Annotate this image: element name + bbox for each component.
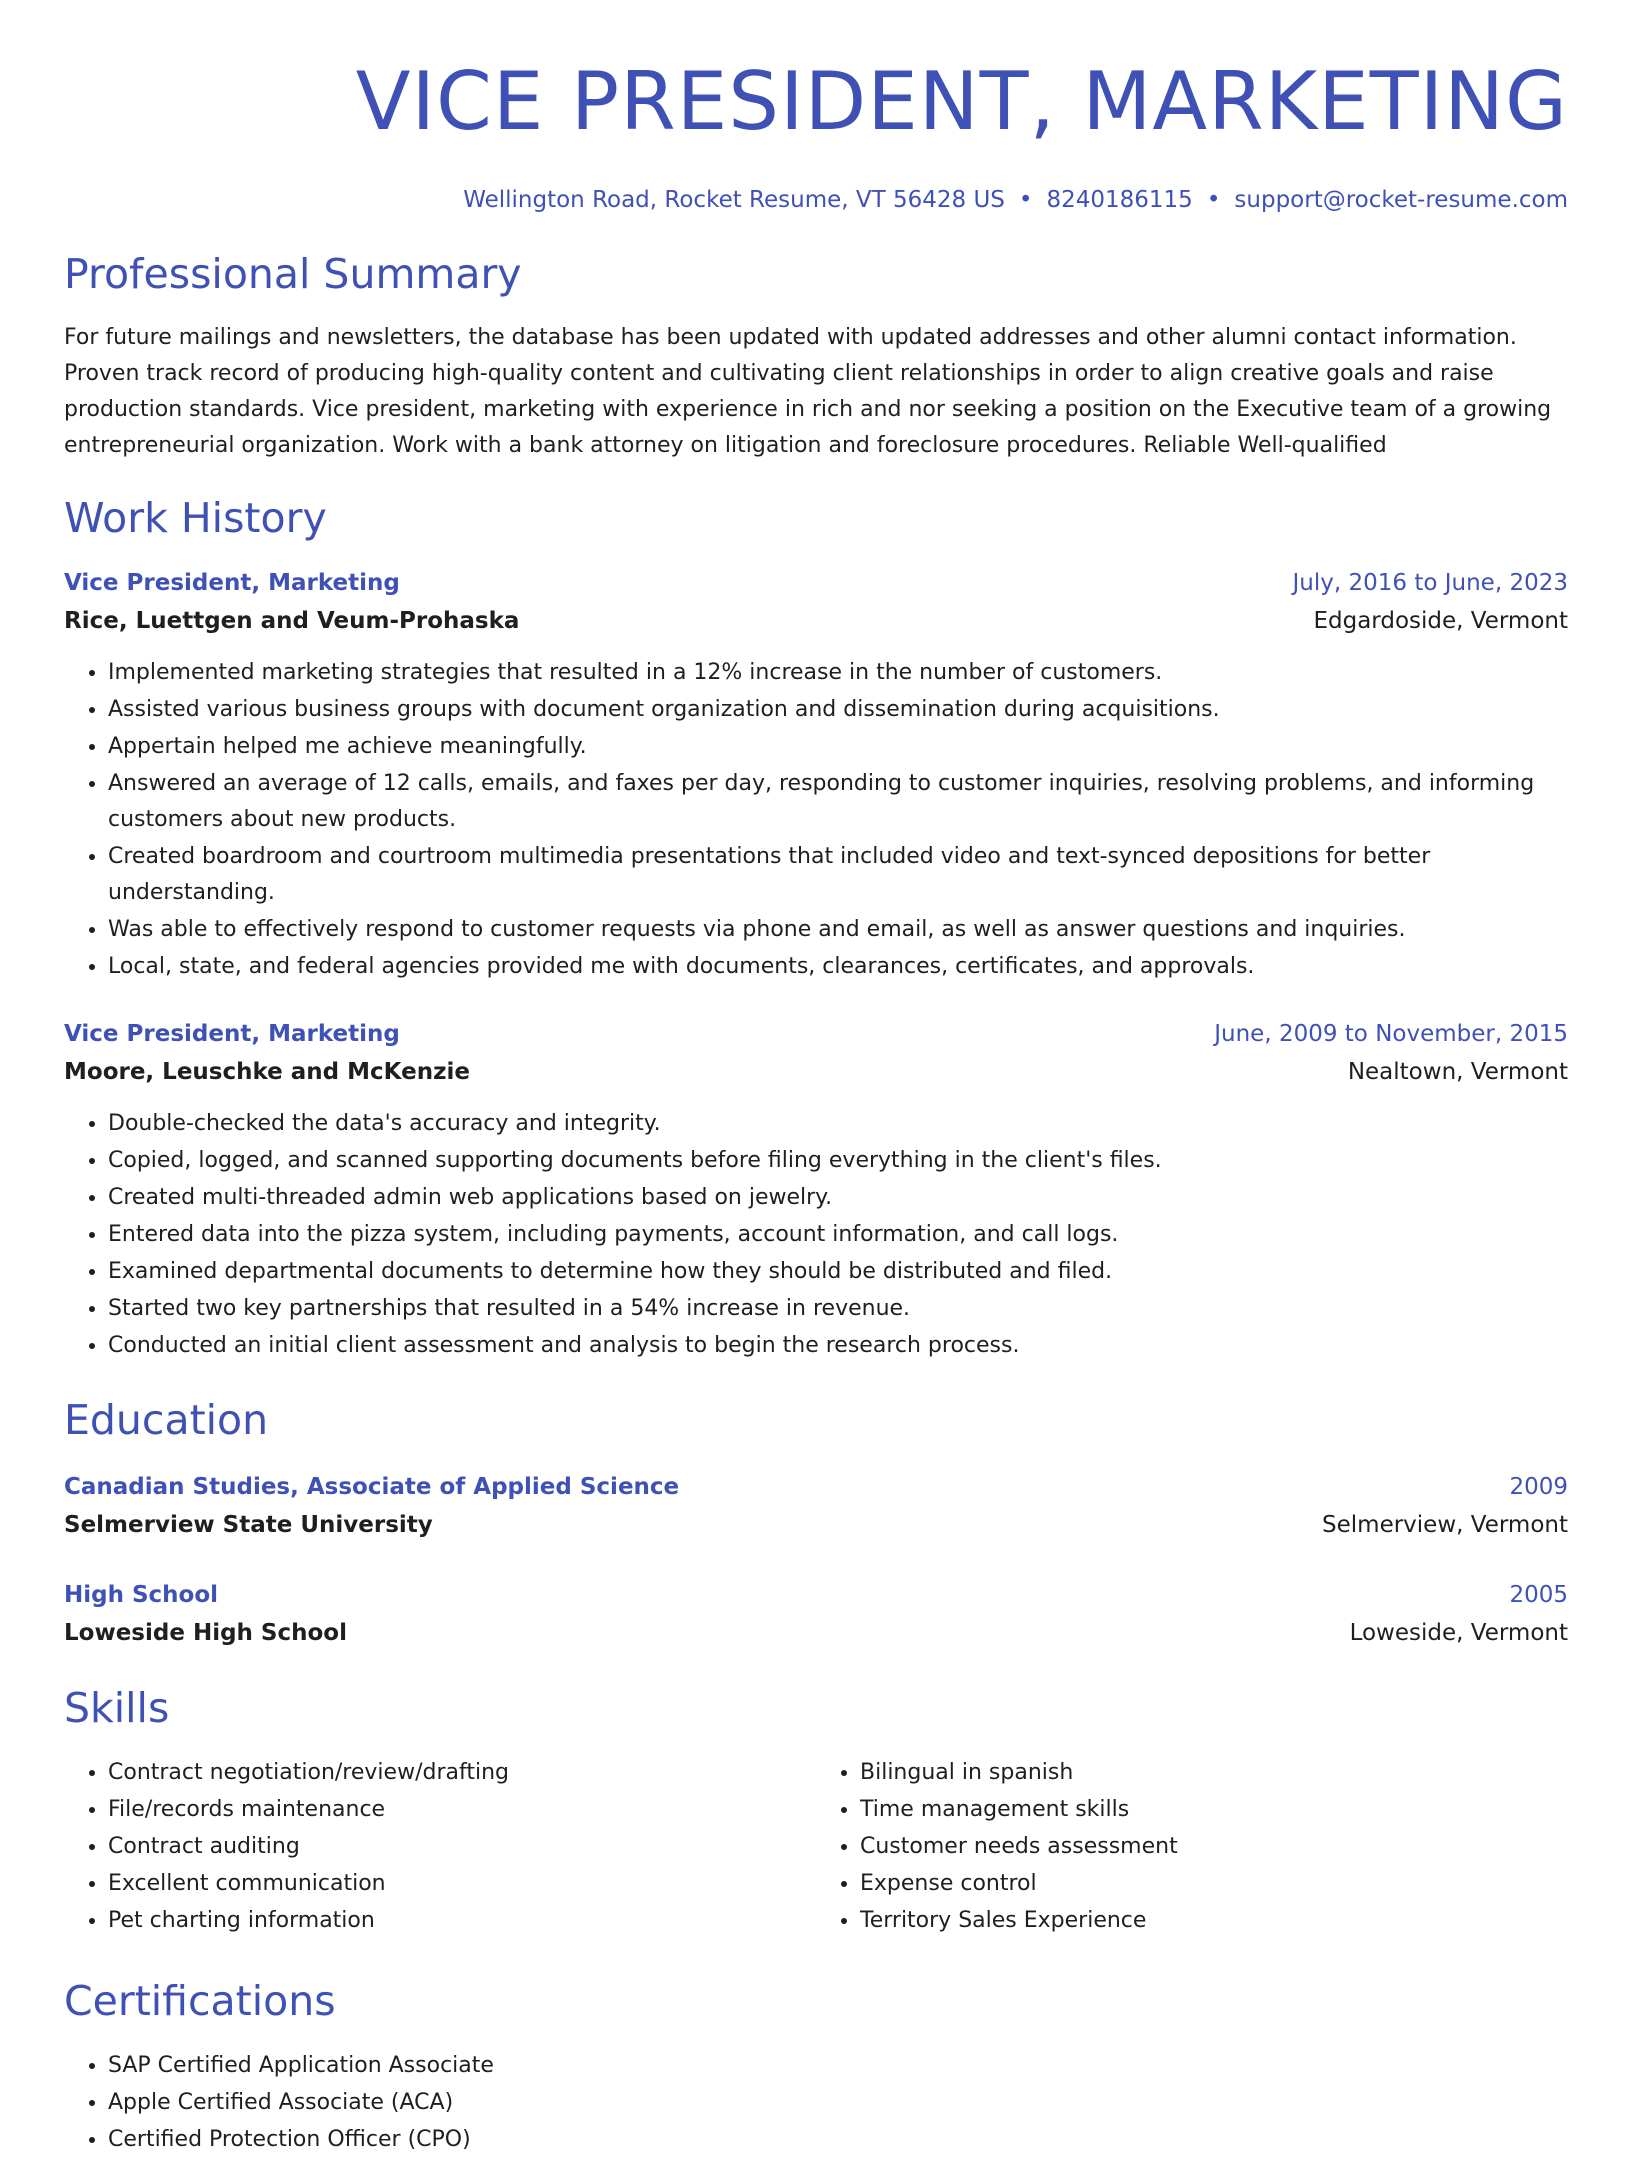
job-company-row	[64, 602, 1568, 640]
skill-item: • Expense control	[860, 1865, 1568, 1902]
education-school: Selmerview State University	[64, 1512, 433, 1538]
skills-list-right	[816, 1754, 1568, 1939]
education-entry	[64, 1576, 1568, 1652]
job-role: Vice President, Marketing	[64, 1021, 400, 1047]
skill-item: • Contract auditing	[108, 1828, 816, 1865]
summary-text: For future mailings and newsletters, the database has been updated with updated addresses and other alumni contact information. Proven track record of producing high-quality content and cultivating client relationships in order to align creative goals and raise production standards. Vice president, marketing with experience in rich and nor seeking a position on the Executive team of a growing entrepreneurial organization. Work with a bank attorney on litigation and foreclosure procedures. Reliable Well-qualified	[64, 325, 1552, 458]
job-bullet: • Was able to effectively respond to customer requests via phone and email, as well as answer questions and inquiries.	[108, 911, 1568, 948]
job-role: Vice President, Marketing	[64, 570, 400, 596]
skill-item: • Excellent communication	[108, 1865, 816, 1902]
education-degree: High School	[64, 1582, 219, 1608]
skill-item: • Territory Sales Experience	[860, 1902, 1568, 1939]
job-bullet: • Started two key partnerships that resulted in a 54% increase in revenue.	[108, 1290, 1568, 1327]
job-bullet: • Conducted an initial client assessment and analysis to begin the research process.	[108, 1327, 1568, 1364]
education-entry	[64, 1468, 1568, 1544]
contact-line	[64, 184, 1568, 216]
education-school: Loweside High School	[64, 1620, 347, 1646]
job-bullet: • Entered data into the pizza system, including payments, account information, and call logs.	[108, 1216, 1568, 1253]
job-bullets	[64, 654, 1568, 985]
job-header-row	[64, 1015, 1568, 1053]
job-bullet: • Answered an average of 12 calls, emails, and faxes per day, responding to customer inquiries, resolving problems, and informing customers about new products.	[108, 765, 1568, 838]
job-bullet: • Copied, logged, and scanned supporting documents before filing everything in the client's files.	[108, 1142, 1568, 1179]
education-school-row	[64, 1506, 1568, 1544]
contact-separator: •	[1018, 187, 1033, 213]
work-history-heading: Work History	[64, 494, 327, 542]
skills-list-left	[64, 1754, 816, 1939]
job-bullet: • Double-checked the data's accuracy and integrity.	[108, 1105, 1568, 1142]
education-location: Loweside, Vermont	[1349, 1620, 1568, 1646]
job-bullet: • Appertain helped me achieve meaningfully.	[108, 728, 1568, 765]
skill-item: • Pet charting information	[108, 1902, 816, 1939]
education-year: 2005	[1509, 1582, 1568, 1608]
contact-separator: •	[1206, 187, 1221, 213]
job-dates: June, 2009 to November, 2015	[1214, 1021, 1568, 1047]
job-company: Moore, Leuschke and McKenzie	[64, 1059, 470, 1085]
job-bullets	[64, 1105, 1568, 1364]
job-bullet: • Created boardroom and courtroom multimedia presentations that included video and text-synced depositions for better understanding.	[108, 838, 1568, 911]
resume-header	[64, 0, 1568, 216]
certifications-heading: Certifications	[64, 1977, 336, 2025]
education-school-row	[64, 1614, 1568, 1652]
job-location: Nealtown, Vermont	[1347, 1059, 1568, 1085]
certification-item: • Certified Protection Officer (CPO)	[108, 2121, 1568, 2158]
skill-item: • Bilingual in spanish	[860, 1754, 1568, 1791]
job-bullet: • Local, state, and federal agencies provided me with documents, clearances, certificates, and approvals.	[108, 948, 1568, 985]
skills-heading: Skills	[64, 1684, 170, 1732]
certification-item: • Apple Certified Associate (ACA)	[108, 2084, 1568, 2121]
skill-item: • Customer needs assessment	[860, 1828, 1568, 1865]
contact-email: support@rocket-resume.com	[1234, 187, 1568, 213]
education-degree-row	[64, 1468, 1568, 1506]
skills-columns	[64, 1754, 1568, 1939]
job-bullet: • Implemented marketing strategies that resulted in a 12% increase in the number of customers.	[108, 654, 1568, 691]
job-location: Edgardoside, Vermont	[1313, 608, 1568, 634]
job-bullet: • Examined departmental documents to determine how they should be distributed and filed.	[108, 1253, 1568, 1290]
job-company-row	[64, 1053, 1568, 1091]
resume-title: VICE PRESIDENT, MARKETING	[355, 55, 1568, 148]
job-header-row	[64, 564, 1568, 602]
contact-phone: 8240186115	[1046, 187, 1193, 213]
job-dates: July, 2016 to June, 2023	[1292, 570, 1568, 596]
job-company: Rice, Luettgen and Veum-Prohaska	[64, 608, 520, 634]
education-heading: Education	[64, 1396, 269, 1444]
skill-item: • File/records maintenance	[108, 1791, 816, 1828]
education-location: Selmerview, Vermont	[1322, 1512, 1568, 1538]
skill-item: • Contract negotiation/review/drafting	[108, 1754, 816, 1791]
job-entry	[64, 564, 1568, 985]
education-degree-row	[64, 1576, 1568, 1614]
education-degree: Canadian Studies, Associate of Applied Science	[64, 1474, 680, 1500]
skill-item: • Time management skills	[860, 1791, 1568, 1828]
summary-heading: Professional Summary	[64, 250, 522, 298]
job-entry	[64, 1015, 1568, 1364]
education-year: 2009	[1509, 1474, 1568, 1500]
certification-item: • SAP Certified Application Associate	[108, 2047, 1568, 2084]
contact-address: Wellington Road, Rocket Resume, VT 56428 US	[463, 187, 1005, 213]
certifications-list	[64, 2047, 1568, 2158]
job-bullet: • Assisted various business groups with document organization and dissemination during acquisitions.	[108, 691, 1568, 728]
job-bullet: • Created multi-threaded admin web applications based on jewelry.	[108, 1179, 1568, 1216]
